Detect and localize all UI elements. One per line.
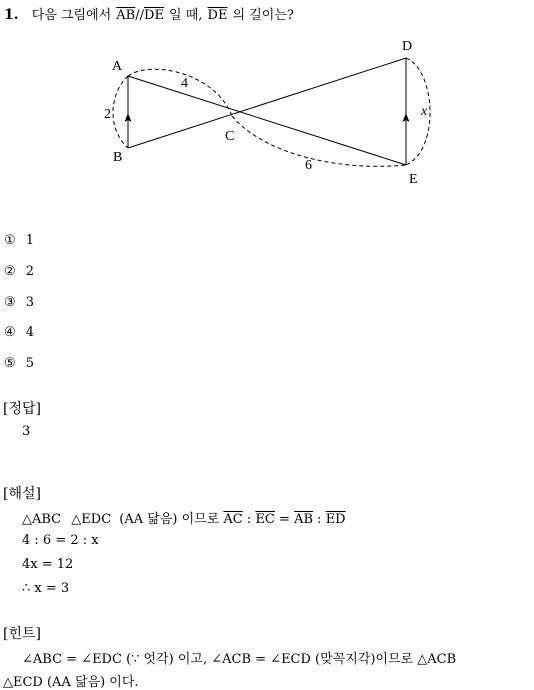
segment-bd-line: [128, 58, 406, 148]
choice-4-value: 4: [25, 325, 35, 340]
explanation-text: 이므로: [181, 512, 220, 527]
parallel-symbol: //: [135, 8, 145, 23]
segment-ab-text: $\overline{AB}$: [294, 512, 314, 527]
hint-line-2: △ECD (AA 닮음) 이다.: [3, 675, 139, 690]
explanation-line-1: [22, 508, 346, 527]
choice-1-mark: ①: [4, 233, 16, 248]
choice-2[interactable]: [4, 264, 34, 279]
question-number: 1.: [4, 7, 19, 23]
length-ab: 2: [104, 107, 111, 122]
answer-title: [정답]: [3, 401, 41, 417]
label-b: B: [113, 150, 123, 165]
choice-5[interactable]: [4, 356, 34, 371]
question-text-mid: 일 때,: [169, 8, 203, 23]
explanation-title: [해설]: [3, 486, 41, 502]
answer-value: 3: [22, 424, 31, 439]
choice-4-mark: ④: [4, 325, 16, 340]
geometry-figure: [0, 0, 534, 200]
segment-de: $\overline{DE}$: [144, 8, 164, 23]
colon-2: :: [317, 512, 322, 527]
question-text-before: 다음 그림에서: [31, 8, 112, 23]
choice-2-value: 2: [25, 264, 35, 279]
label-a: A: [112, 59, 123, 74]
triangle-abc: △ABC: [22, 512, 62, 527]
equals-sign: =: [279, 512, 290, 527]
length-ac: 4: [181, 76, 188, 91]
segment-ed-text: $\overline{ED}$: [325, 512, 346, 527]
segment-ab: $\overline{AB}$: [116, 8, 136, 23]
segment-ec-text: $\overline{EC}$: [255, 512, 275, 527]
length-ce: 6: [305, 158, 312, 173]
choice-4[interactable]: [4, 325, 34, 340]
label-c: C: [225, 129, 235, 144]
choice-1-value: 1: [25, 233, 35, 248]
aa-similarity: (AA 닮음): [119, 512, 178, 527]
hint-title: [힌트]: [3, 626, 41, 642]
choice-2-mark: ②: [4, 264, 16, 279]
hint-line-1: ∠ABC = ∠EDC (∵ 엇각) 이고, ∠ACB = ∠ECD (맞꼭지각)이므로 △ACB: [22, 652, 457, 667]
choice-5-value: 5: [25, 356, 35, 371]
choice-1[interactable]: [4, 233, 34, 248]
explanation-line-4: ∴ x = 3: [22, 581, 70, 596]
explanation-line-3: 4x = 12: [22, 557, 74, 572]
dashed-arc-ab: [113, 76, 128, 148]
segment-de-2: $\overline{DE}$: [207, 8, 228, 23]
choice-5-mark: ⑤: [4, 356, 16, 371]
segment-ac-text: $\overline{AC}$: [223, 512, 243, 527]
choice-3-value: 3: [25, 295, 35, 310]
explanation-line-2: 4 : 6 = 2 : x: [22, 533, 99, 548]
segment-ae-line: [128, 76, 406, 165]
dashed-arc-ce: [232, 116, 406, 166]
question-text-after: 의 길이는?: [232, 8, 294, 23]
choice-3-mark: ③: [4, 295, 16, 310]
triangle-edc: △EDC: [71, 512, 112, 527]
label-e: E: [409, 172, 418, 187]
colon-1: :: [246, 512, 252, 527]
label-d: D: [402, 39, 413, 54]
length-de: x: [421, 104, 428, 119]
choice-3[interactable]: [4, 295, 34, 310]
